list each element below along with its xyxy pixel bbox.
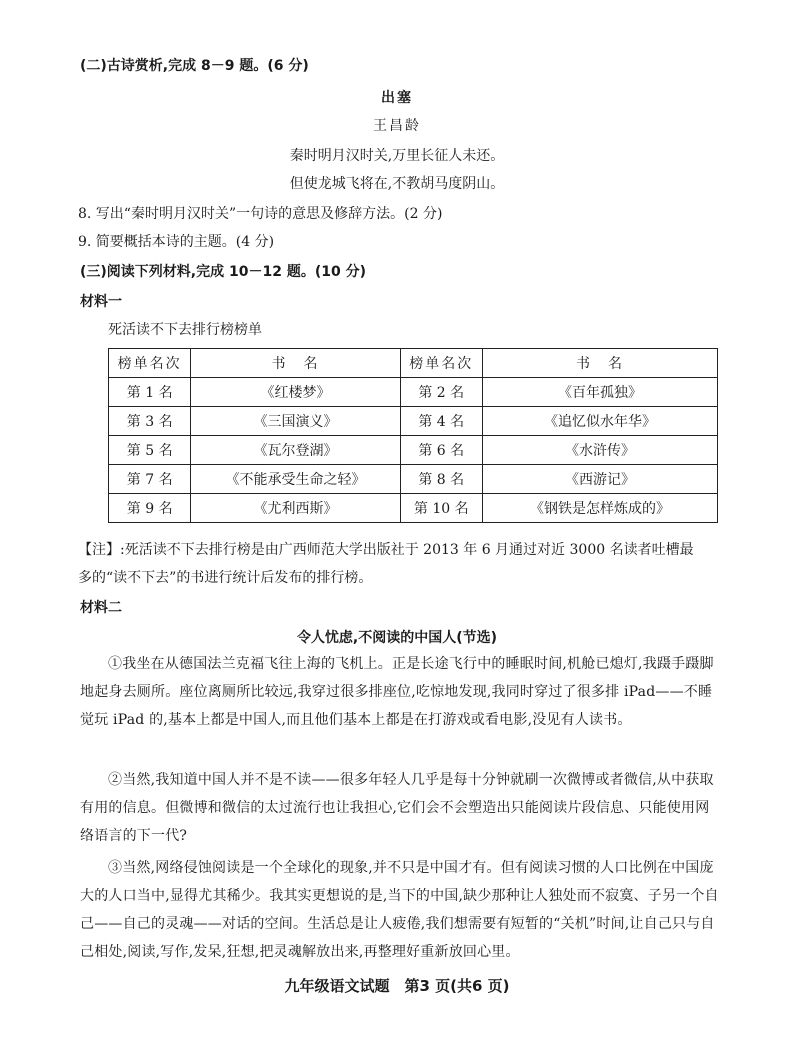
ranking-table — [108, 348, 718, 523]
article-paragraph-3: ③当然,网络侵蚀阅读是一个全球化的现象,并不只是中国才有。但有阅读习惯的人口比例在中国庞大的人口当中,显得尤其稀少。我其实更想说的是,当下的中国,缺少那种让人独处而不寂寞、子另一个自己——自己的灵魂——对话的空间。生活总是让人疲倦,我们想需要有短暂的“关机”时间,让自己只与自己相处,阅读,写作,发呆,狂想,把灵魂解放出来,再整理好重新放回心里。 — [80, 860, 719, 960]
table-row — [109, 465, 718, 494]
book-cell: 《西游记》 — [482, 465, 717, 494]
header-title-1: 书 名 — [191, 349, 400, 378]
article-paragraph-2: ②当然,我知道中国人并不是不读——很多年轻人几乎是每十分钟就刷一次微博或者微信,从中获取有用的信息。但微博和微信的太过流行也让我担心,它们会不会塑造出只能阅读片段信息、只能使用网络语言的下一代? — [80, 772, 714, 844]
question-8: 8. 写出“秦时明月汉时关”一句诗的意思及修辞方法。(2 分) — [78, 206, 443, 222]
rank-cell: 第 6 名 — [400, 436, 482, 465]
poem-line-1: 秦时明月汉时关,万里长征人未还。 — [289, 148, 505, 164]
ranking-note-line-2: 多的“读不下去”的书进行统计后发布的排行榜。 — [78, 570, 373, 586]
rank-cell: 第 2 名 — [400, 378, 482, 407]
article-title: 令人忧虑,不阅读的中国人(节选) — [296, 630, 498, 646]
rank-cell: 第 10 名 — [400, 494, 482, 523]
rank-cell: 第 3 名 — [109, 407, 191, 436]
rank-cell: 第 4 名 — [400, 407, 482, 436]
poem-author: 王昌龄 — [373, 118, 421, 134]
rank-cell: 第 1 名 — [109, 378, 191, 407]
table-row — [109, 378, 718, 407]
poem-title: 出塞 — [381, 90, 413, 106]
table-header-row — [109, 349, 718, 378]
header-rank-2: 榜单名次 — [400, 349, 482, 378]
article-paragraph-1: ①我坐在从德国法兰克福飞往上海的飞机上。正是长途飞行中的睡眠时间,机舱已熄灯,我蹑手蹑脚地起身去厕所。座位离厕所比较远,我穿过很多排座位,吃惊地发现,我同时穿过了很多排 iPad——不睡觉玩 iPad 的,基本上都是中国人,而且他们基本上都是在打游戏或看电影,没见有人读书。 — [80, 656, 714, 728]
material1-label: 材料一 — [80, 294, 122, 310]
poem-line-2: 但使龙城飞将在,不教胡马度阴山。 — [289, 176, 505, 192]
section2-heading: (二)古诗赏析,完成 8－9 题。(6 分) — [80, 58, 309, 74]
book-cell: 《追忆似水年华》 — [482, 407, 717, 436]
book-cell: 《不能承受生命之轻》 — [191, 465, 400, 494]
question-9: 9. 简要概括本诗的主题。(4 分) — [78, 234, 275, 250]
ranking-note-line-1: 【注】:死活读不下去排行榜是由广西师范大学出版社于 2013 年 6 月通过对近 3000 名读者吐槽最 — [78, 542, 694, 558]
table-row — [109, 494, 718, 523]
ranking-caption: 死活读不下去排行榜榜单 — [108, 322, 262, 338]
rank-cell: 第 5 名 — [109, 436, 191, 465]
rank-cell: 第 9 名 — [109, 494, 191, 523]
book-cell: 《百年孤独》 — [482, 378, 717, 407]
book-cell: 《瓦尔登湖》 — [191, 436, 400, 465]
rank-cell: 第 7 名 — [109, 465, 191, 494]
book-cell: 《钢铁是怎样炼成的》 — [482, 494, 717, 523]
book-cell: 《尤利西斯》 — [191, 494, 400, 523]
table-row — [109, 407, 718, 436]
table-row — [109, 436, 718, 465]
section3-heading: (三)阅读下列材料,完成 10－12 题。(10 分) — [80, 264, 366, 280]
book-cell: 《水浒传》 — [482, 436, 717, 465]
header-rank-1: 榜单名次 — [109, 349, 191, 378]
book-cell: 《红楼梦》 — [191, 378, 400, 407]
page-footer: 九年级语文试题 第3 页(共6 页) — [284, 977, 510, 995]
book-cell: 《三国演义》 — [191, 407, 400, 436]
header-title-2: 书 名 — [482, 349, 717, 378]
rank-cell: 第 8 名 — [400, 465, 482, 494]
material2-label: 材料二 — [80, 600, 122, 616]
